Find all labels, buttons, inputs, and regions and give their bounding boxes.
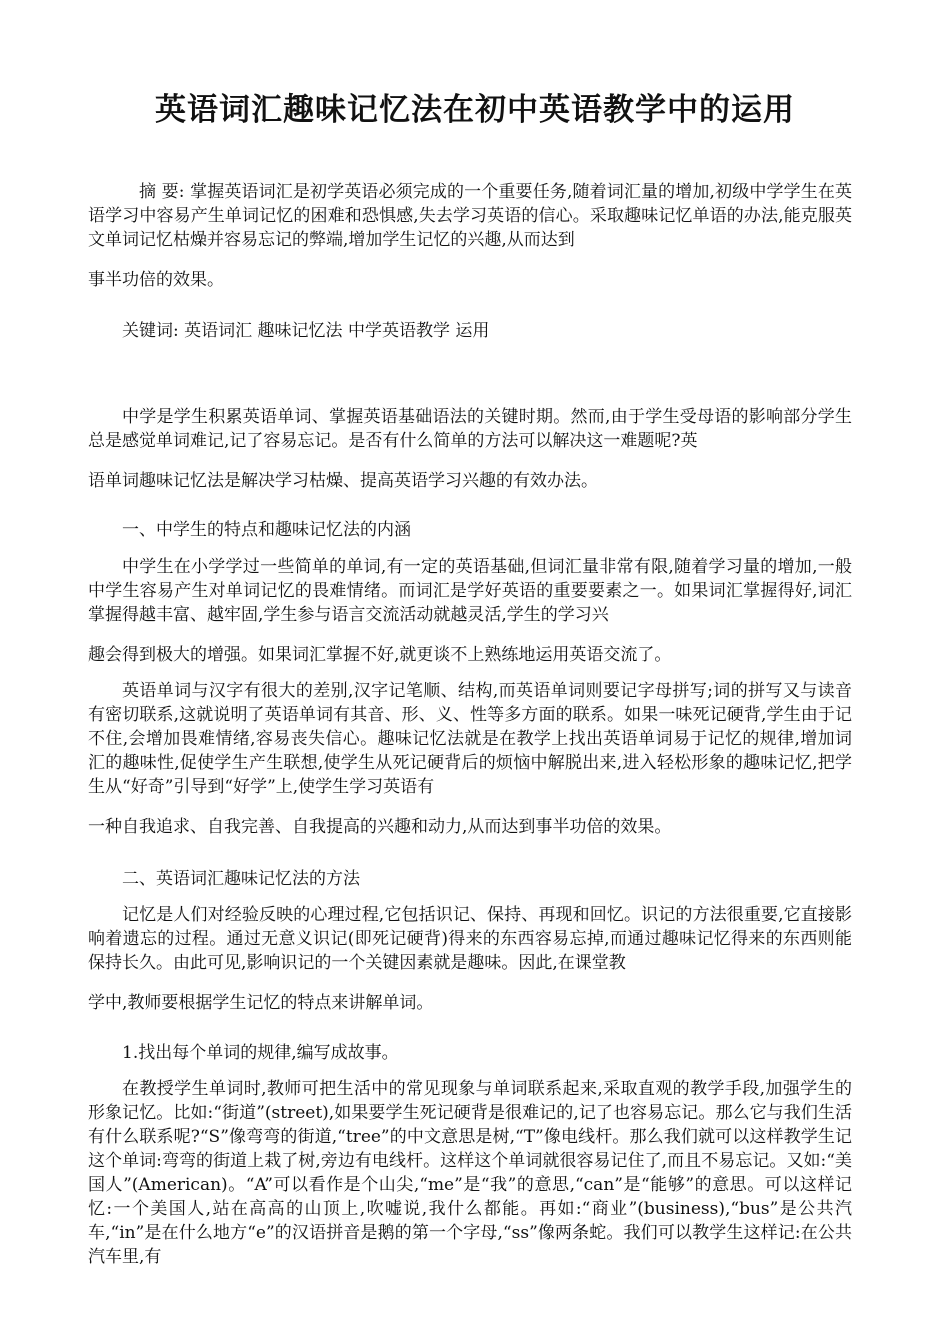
section-1-p1-tail: 趣会得到极大的增强。如果词汇掌握不好,就更谈不上熟练地运用英语交流了。 <box>88 645 672 665</box>
section-1-paragraph-2 <box>88 679 852 839</box>
section-1-paragraph-1 <box>88 555 852 667</box>
subsection-1-heading: 1.找出每个单词的规律,编写成故事。 <box>122 1043 399 1063</box>
abstract-paragraph <box>88 180 852 292</box>
abstract-tail: 事半功倍的效果。 <box>88 270 224 290</box>
section-2-paragraph-1 <box>88 903 852 1015</box>
intro-text: 中学是学生积累英语单词、掌握英语基础语法的关键时期。然而,由于学生受母语的影响部分学生总是感觉单词难记,记了容易忘记。是否有什么简单的方法可以解决这一难题呢?英 <box>88 407 852 451</box>
intro-tail: 语单词趣味记忆法是解决学习枯燥、提高英语学习兴趣的有效办法。 <box>88 471 598 491</box>
section-2-p1-tail: 学中,教师要根据学生记忆的特点来讲解单词。 <box>88 993 434 1013</box>
section-2-p1-text: 记忆是人们对经验反映的心理过程,它包括识记、保持、再现和回忆。识记的方法很重要,它直接影响着遗忘的过程。通过无意义识记(即死记硬背)得来的东西容易忘掉,而通过趣味记忆得来的东西则能保持长久。由此可见,影响识记的一个关键因素就是趣味。因此,在课堂教 <box>88 905 852 973</box>
document-title: 英语词汇趣味记忆法在初中英语教学中的运用 <box>155 92 795 128</box>
section-2-heading: 二、英语词汇趣味记忆法的方法 <box>122 869 360 889</box>
abstract-label: 摘 要: <box>139 182 185 202</box>
abstract-text: 掌握英语词汇是初学英语必须完成的一个重要任务,随着词汇量的增加,初级中学学生在英语学习中容易产生单词记忆的困难和恐惧感,失去学习英语的信心。采取趣味记忆单语的办法,能克服英文单词记忆枯燥并容易忘记的弊端,增加学生记忆的兴趣,从而达到 <box>88 182 852 250</box>
section-1-heading: 一、中学生的特点和趣味记忆法的内涵 <box>122 520 411 540</box>
intro-paragraph <box>88 405 852 493</box>
section-1-p1-text: 中学生在小学学过一些简单的单词,有一定的英语基础,但词汇量非常有限,随着学习量的增加,一般中学生容易产生对单词记忆的畏难情绪。而词汇是学好英语的重要要素之一。如果词汇掌握得好,词汇掌握得越丰富、越牢固,学生参与语言交流活动就越灵活,学生的学习兴 <box>88 557 852 625</box>
section-1-p2-tail: 一种自我追求、自我完善、自我提高的兴趣和动力,从而达到事半功倍的效果。 <box>88 817 672 837</box>
section-1-p2-text: 英语单词与汉字有很大的差别,汉字记笔顺、结构,而英语单词则要记字母拼写;词的拼写又与读音有密切联系,这就说明了英语单词有其音、形、义、性等多方面的联系。如果一味死记硬背,学生由于记不住,会增加畏难情绪,容易丧失信心。趣味记忆法就是在教学上找出英语单词易于记忆的规律,增加词汇的趣味性,促使学生产生联想,使学生从死记硬背后的烦恼中解脱出来,进入轻松形象的趣味记忆,把学生从“好奇”引导到“好学”上,使学生学习英语有 <box>88 681 852 797</box>
keywords-line: 关键词: 英语词汇 趣味记忆法 中学英语教学 运用 <box>122 321 490 341</box>
section-2-paragraph-2: 在教授学生单词时,教师可把生活中的常见现象与单词联系起来,采取直观的教学手段,加强学生的形象记忆。比如:“街道”(street),如果要学生死记硬背是很难记的,记了也容易忘记。那么它与我们生活有什么联系呢?“S”像弯弯的街道,“tree”的中文意思是树,“T”像电线杆。那么我们就可以这样教学生记这个单词:弯弯的街道上栽了树,旁边有电线杆。这样这个单词就很容易记住了,而且不易忘记。又如:“美国人”(American)。“A”可以看作是个山尖,“me”是“我”的意思,“can”是“能够”的意思。可以这样记忆:一个美国人,站在高高的山顶上,吹嘘说,我什么都能。再如:“商业”(business),“bus”是公共汽车,“in”是在什么地方“e”的汉语拼音是鹅的第一个字母,“ss”像两条蛇。我们可以教学生这样记:在公共汽车里,有 <box>88 1079 852 1267</box>
